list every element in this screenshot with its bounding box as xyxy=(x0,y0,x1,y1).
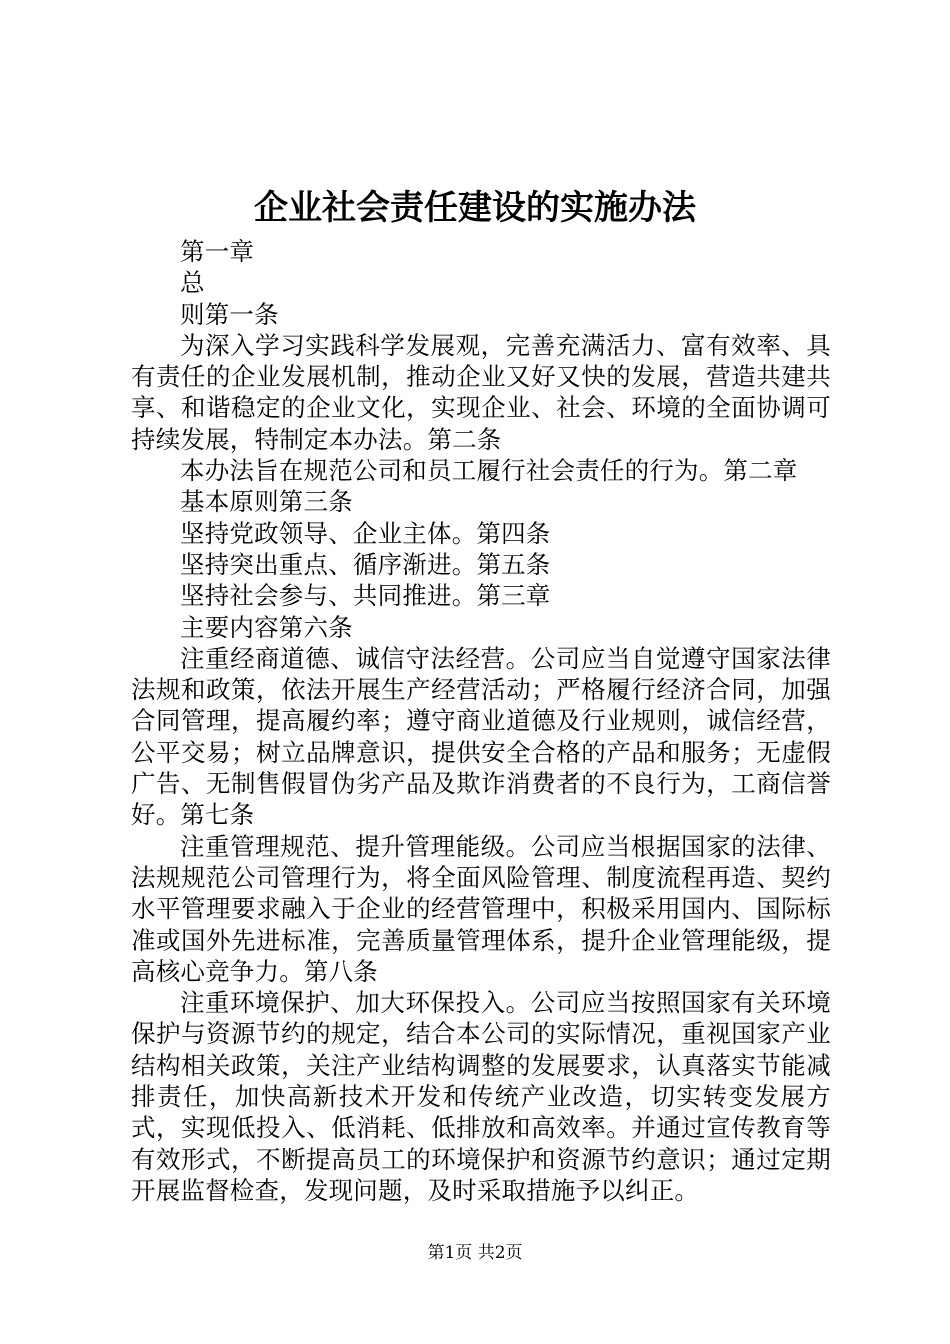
paragraph-article-8: 注重环境保护、加大环保投入。公司应当按照国家有关环境保护与资源节约的规定，结合本公司的实际情况，重视国家产业结构相关政策，关注产业结构调整的发展要求，认真落实节能减排责任，加快高新技术开发和传统产业改造，切实转变发展方式，实现低投入、低消耗、低排放和高效率。并通过宣传教育等有效形式，不断提高员工的环境保护和资源节约意识；通过定期开展监督检查，发现问题，及时采取措施予以纠正。 xyxy=(131,988,831,1205)
paragraph-principles-heading: 基本原则第三条 xyxy=(180,487,353,517)
paragraph-article-1-heading: 则第一条 xyxy=(180,299,279,329)
paragraph-main-content-heading: 主要内容第六条 xyxy=(180,612,353,642)
paragraph-article-7: 注重管理规范、提升管理能级。公司应当根据国家的法律、法规规范公司管理行为，将全面风险管理、制度流程再造、契约水平管理要求融入于企业的经营管理中，积极采用国内、国际标准或国外先进标准，完善质量管理体系，提升企业管理能级，提高核心竞争力。第八条 xyxy=(131,831,831,986)
paragraph-article-5: 坚持社会参与、共同推进。第三章 xyxy=(180,581,551,611)
paragraph-article-3: 坚持党政领导、企业主体。第四条 xyxy=(180,518,551,548)
paragraph-chapter-1: 第一章 xyxy=(180,237,255,266)
document-title: 企业社会责任建设的实施办法 xyxy=(254,188,696,228)
page-indicator: 第1页 共2页 xyxy=(427,1243,523,1263)
paragraph-article-2: 本办法旨在规范公司和员工履行社会责任的行为。第二章 xyxy=(180,456,798,486)
paragraph-article-1: 为深入学习实践科学发展观，完善充满活力、富有效率、具有责任的企业发展机制，推动企业又好又快的发展，营造共建共享、和谐稳定的企业文化，实现企业、社会、环境的全面协调可持续发展，特制定本办法。第二条 xyxy=(131,330,831,454)
paragraph-article-6: 注重经商道德、诚信守法经营。公司应当自觉遵守国家法律法规和政策，依法开展生产经营活动；严格履行经济合同，加强合同管理，提高履约率；遵守商业道德及行业规则，诚信经营，公平交易；树立品牌意识，提供安全合格的产品和服务；无虚假广告、无制售假冒伪劣产品及欺诈消费者的不良行为，工商信誉好。第七条 xyxy=(131,643,831,830)
paragraph-general: 总 xyxy=(180,268,205,298)
paragraph-article-4: 坚持突出重点、循序渐进。第五条 xyxy=(180,549,551,579)
page-footer xyxy=(0,1241,950,1265)
document-body xyxy=(131,236,831,1206)
